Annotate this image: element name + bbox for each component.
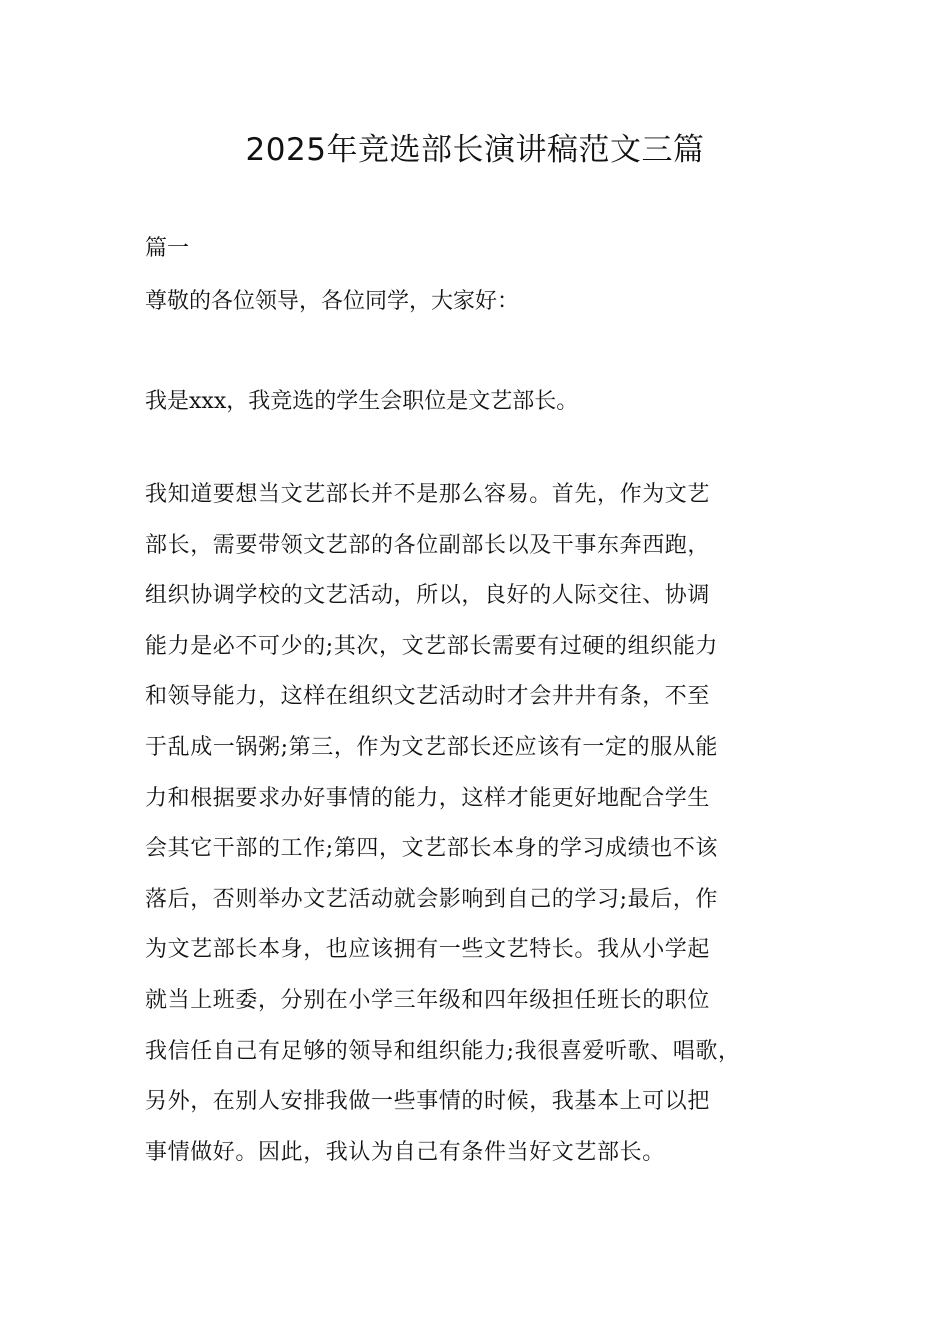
- body-line: 另外，在别人安排我做一些事情的时候，我基本上可以把: [145, 1089, 711, 1115]
- body-line: 能力是必不可少的;其次，文艺部长需要有过硬的组织能力: [145, 633, 719, 659]
- body-line: 就当上班委，分别在小学三年级和四年级担任班长的职位: [145, 987, 711, 1013]
- body-line: 落后，否则举办文艺活动就会影响到自己的学习;最后，作: [145, 886, 719, 912]
- body-line: 我信任自己有足够的领导和组织能力;我很喜爱听歌、唱歌，: [145, 1038, 741, 1064]
- body-line: 会其它干部的工作;第四，文艺部长本身的学习成绩也不该: [145, 836, 719, 862]
- document-title: 2025年竞选部长演讲稿范文三篇: [245, 132, 705, 168]
- body-paragraph: [145, 480, 825, 1188]
- intro-line: 我是xxx，我竞选的学生会职位是文艺部长。: [145, 389, 579, 414]
- body-line: 和领导能力，这样在组织文艺活动时才会井井有条，不至: [145, 684, 711, 710]
- body-line: 力和根据要求办好事情的能力，这样才能更好地配合学生: [145, 785, 711, 811]
- body-line: 于乱成一锅粥;第三，作为文艺部长还应该有一定的服从能: [145, 734, 719, 760]
- body-line: 我知道要想当文艺部长并不是那么容易。首先，作为文艺: [145, 482, 711, 507]
- body-line: 组织协调学校的文艺活动，所以，良好的人际交往、协调: [145, 583, 711, 609]
- greeting-line: 尊敬的各位领导，各位同学，大家好：: [145, 289, 520, 314]
- body-line: 事情做好。因此，我认为自己有条件当好文艺部长。: [145, 1139, 665, 1165]
- section-heading: 篇一: [145, 236, 190, 261]
- body-line: 为文艺部长本身，也应该拥有一些文艺特长。我从小学起: [145, 937, 711, 963]
- body-line: 部长，需要带领文艺部的各位副部长以及干事东奔西跑，: [145, 532, 711, 558]
